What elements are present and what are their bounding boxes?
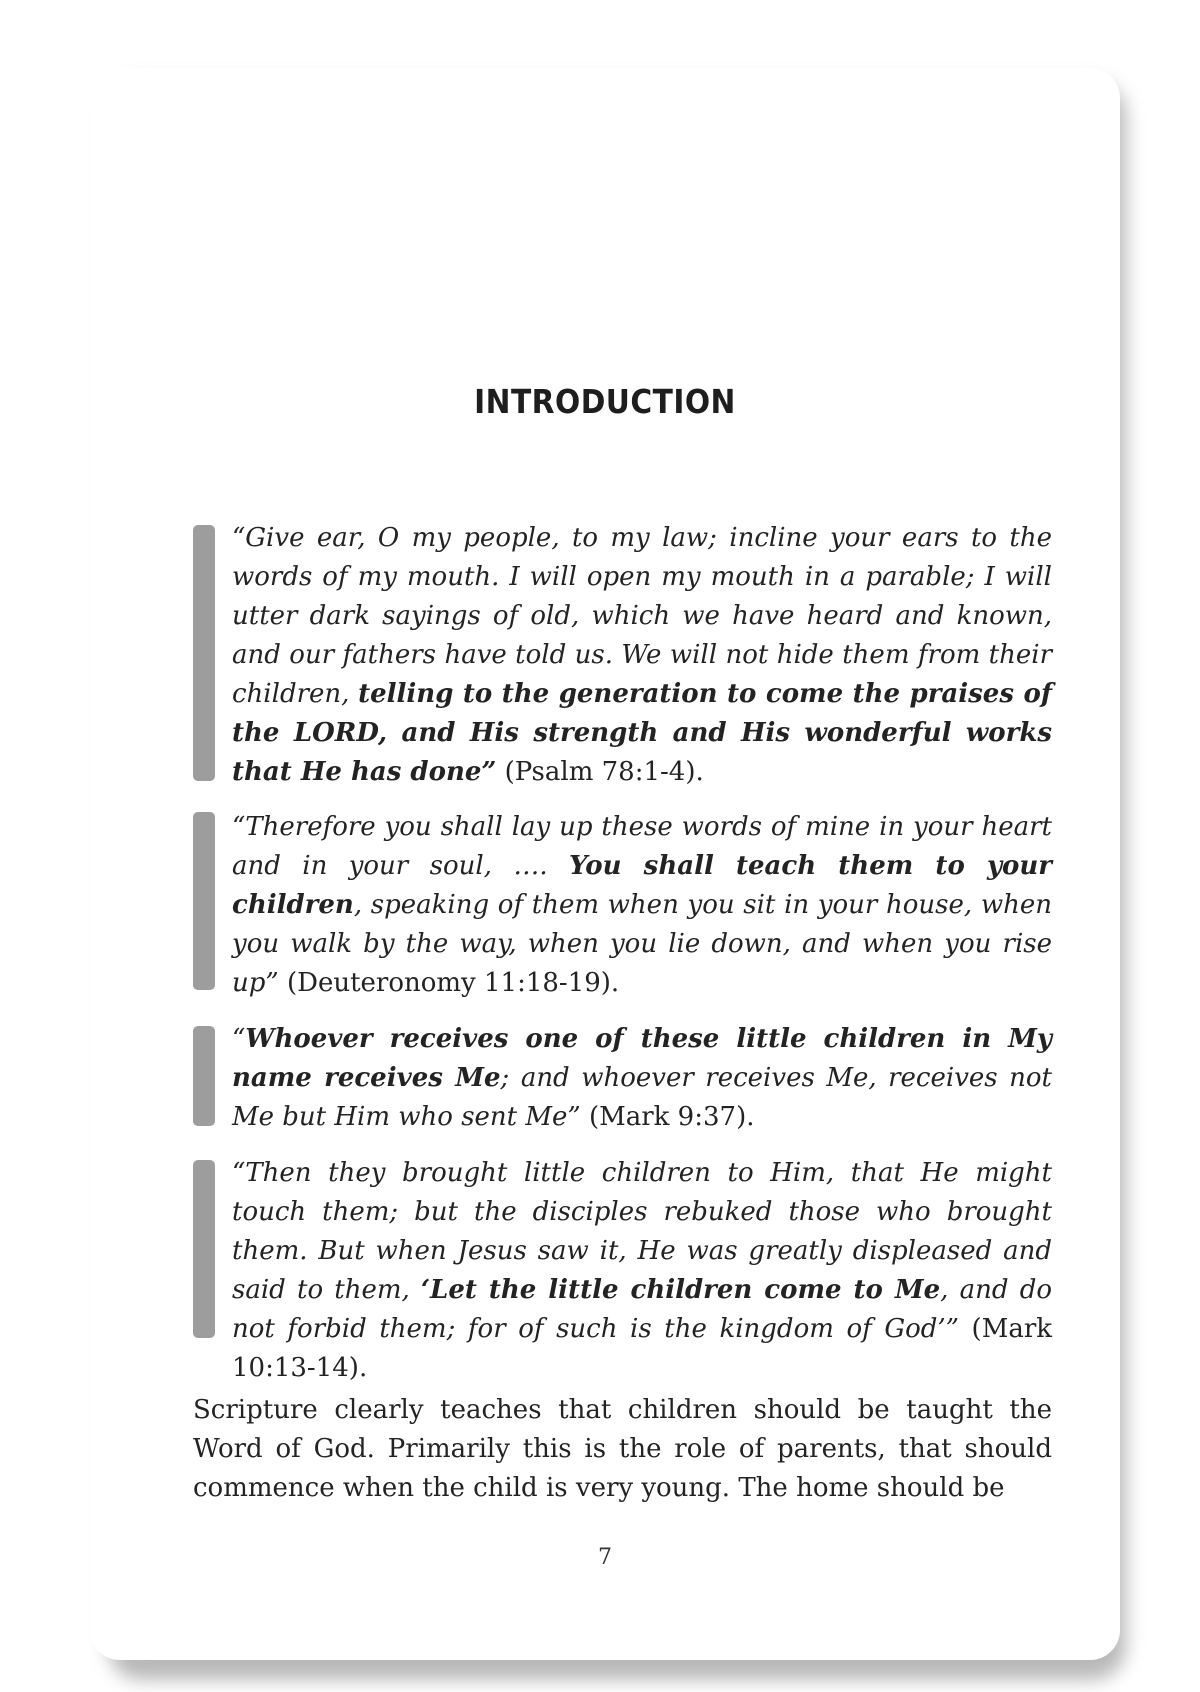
quote-bar	[193, 812, 215, 990]
quote-text: , speaking of them when you sit in your house, when you walk by the way, when you lie down, and when you rise up”	[232, 890, 1052, 998]
quote-deuteronomy-11	[232, 808, 1052, 1003]
scripture-reference: (Deuteronomy 11:18-19).	[278, 968, 620, 998]
quote-bar	[193, 525, 215, 781]
quote-text: , and do not forbid them; for of such is the kingdom of God’”	[232, 1275, 1053, 1344]
page-title: INTRODUCTION	[474, 382, 736, 421]
quote-emphasis: Whoever receives one of these little children in My name receives Me	[232, 1024, 1052, 1093]
scripture-reference: (Psalm 78:1-4).	[496, 757, 704, 787]
quote-mark-9	[232, 1020, 1052, 1137]
body-paragraph: Scripture clearly teaches that children should be taught the Word of God. Primarily this is the role of parents, that should commence when the child is very young. The home should be	[193, 1395, 1052, 1503]
quote-emphasis: telling to the generation to come the praises of the LORD, and His strength and His wonderful works that He has done”	[232, 679, 1053, 787]
scripture-reference: (Mark 9:37).	[580, 1102, 755, 1132]
quote-text: “Then they brought little children to Him, that He might touch them; but the disciples rebuked those who brought them. But when Jesus saw it, He was greatly displeased and said to them,	[232, 1158, 1052, 1305]
quote-text: ; and whoever receives Me, receives not Me but Him who sent Me”	[232, 1063, 1052, 1132]
page-number: 7	[598, 1545, 612, 1570]
scripture-reference: (Mark 10:13-14).	[232, 1314, 1053, 1383]
quote-text: “	[232, 1024, 246, 1054]
quote-psalm-78	[232, 519, 1052, 792]
quote-mark-10	[232, 1154, 1052, 1388]
quote-text: “Give ear, O my people, to my law; incline your ears to the words of my mouth. I will open my mouth in a parable; I will utter dark sayings of old, which we have heard and known, and our fathers have told us. We will not hide them from their children,	[232, 523, 1052, 709]
quote-text: “Therefore you shall lay up these words of mine in your heart and in your soul, ….	[232, 812, 1052, 881]
quote-emphasis: You shall teach them to your children	[232, 851, 1053, 920]
quote-emphasis: ‘Let the little children come to Me	[421, 1275, 941, 1305]
quote-bar	[193, 1026, 215, 1126]
quote-bar	[193, 1160, 215, 1338]
